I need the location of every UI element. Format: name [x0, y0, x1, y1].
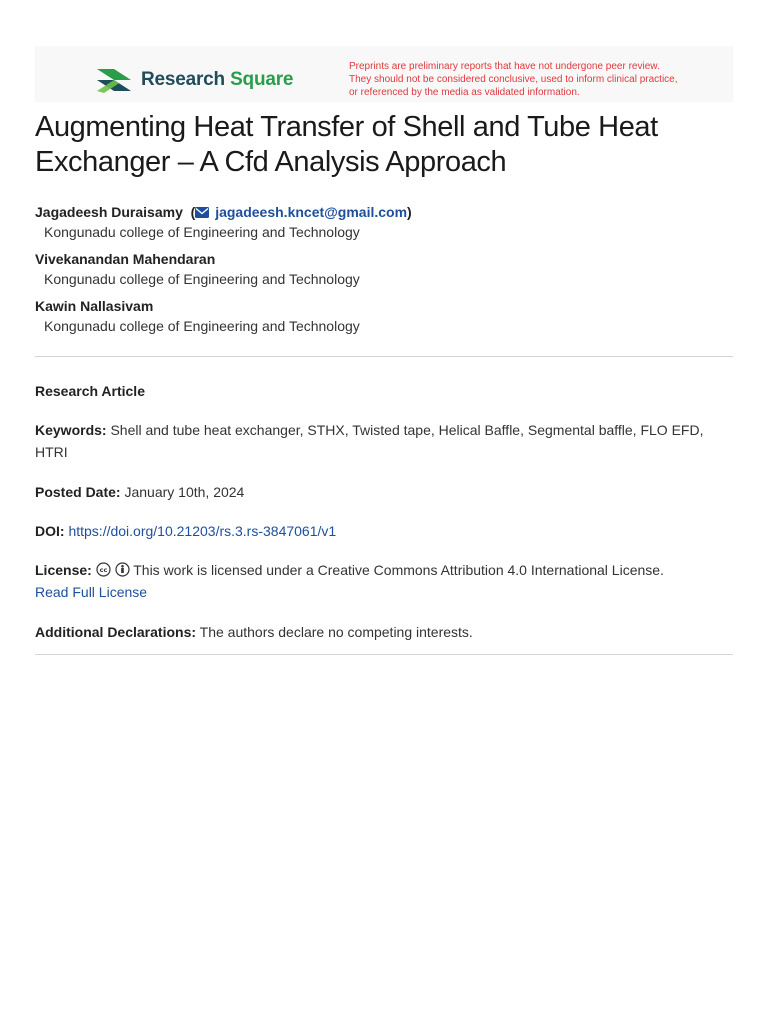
logo-word-research: Research	[141, 69, 225, 90]
license-label: License:	[35, 562, 92, 578]
author-affiliation: Kongunadu college of Engineering and Technology	[44, 224, 360, 240]
author-list	[35, 202, 735, 343]
license-row	[35, 559, 733, 603]
disclaimer-line: Preprints are preliminary reports that have not undergone peer review.	[349, 61, 660, 72]
doi-label: DOI:	[35, 523, 65, 539]
article-type	[35, 380, 733, 402]
license-text: This work is licensed under a Creative Commons Attribution 4.0 International License.	[133, 562, 664, 578]
declarations-label: Additional Declarations:	[35, 624, 197, 640]
disclaimer-line: or referenced by the media as validated information.	[349, 87, 580, 98]
author-email-text: jagadeesh.kncet@gmail.com	[215, 204, 408, 220]
posted-date-label: Posted Date:	[35, 484, 121, 500]
disclaimer-line: They should not be considered conclusive, used to inform clinical practice,	[349, 74, 678, 85]
svg-text:cc: cc	[99, 566, 108, 575]
posted-date-value: January 10th, 2024	[124, 484, 245, 500]
read-full-license-link[interactable]: Read Full License	[35, 584, 148, 600]
section-divider	[35, 654, 733, 655]
keywords-value: Shell and tube heat exchanger, STHX, Twisted tape, Helical Baffle, Segmental baffle, FLO EFD, HTRI	[35, 422, 704, 460]
author-name: Kawin Nallasivam	[35, 298, 154, 314]
research-square-logo-icon	[95, 64, 133, 96]
keywords-label: Keywords:	[35, 422, 107, 438]
cc-by-icon	[115, 562, 130, 577]
logo-word-square: Square	[230, 69, 294, 90]
paper-title: Augmenting Heat Transfer of Shell and Tube Heat Exchanger – A Cfd Analysis Approach	[35, 111, 658, 178]
author-affiliation: Kongunadu college of Engineering and Technology	[44, 318, 360, 334]
author-email-link[interactable]	[195, 204, 407, 220]
author-affiliation: Kongunadu college of Engineering and Technology	[44, 271, 360, 287]
author-name: Jagadeesh Duraisamy ( jagadeesh.kncet@gmail.com)	[35, 204, 412, 220]
author-name-text: Jagadeesh Duraisamy	[35, 204, 183, 220]
cc-icon	[96, 562, 111, 577]
article-type-text: Research Article	[35, 383, 145, 399]
declarations-row	[35, 621, 733, 643]
doi-link[interactable]: https://doi.org/10.21203/rs.3.rs-3847061/v1	[68, 523, 337, 539]
preprint-disclaimer	[349, 60, 709, 99]
logo-text	[141, 69, 293, 91]
posted-date-row	[35, 481, 733, 503]
declarations-value: The authors declare no competing interests.	[199, 624, 473, 640]
keywords-row	[35, 419, 733, 463]
doi-row	[35, 520, 733, 542]
author-name: Vivekanandan Mahendaran	[35, 251, 216, 267]
research-square-logo[interactable]	[95, 64, 293, 96]
section-divider	[35, 356, 733, 357]
envelope-icon	[195, 207, 209, 218]
